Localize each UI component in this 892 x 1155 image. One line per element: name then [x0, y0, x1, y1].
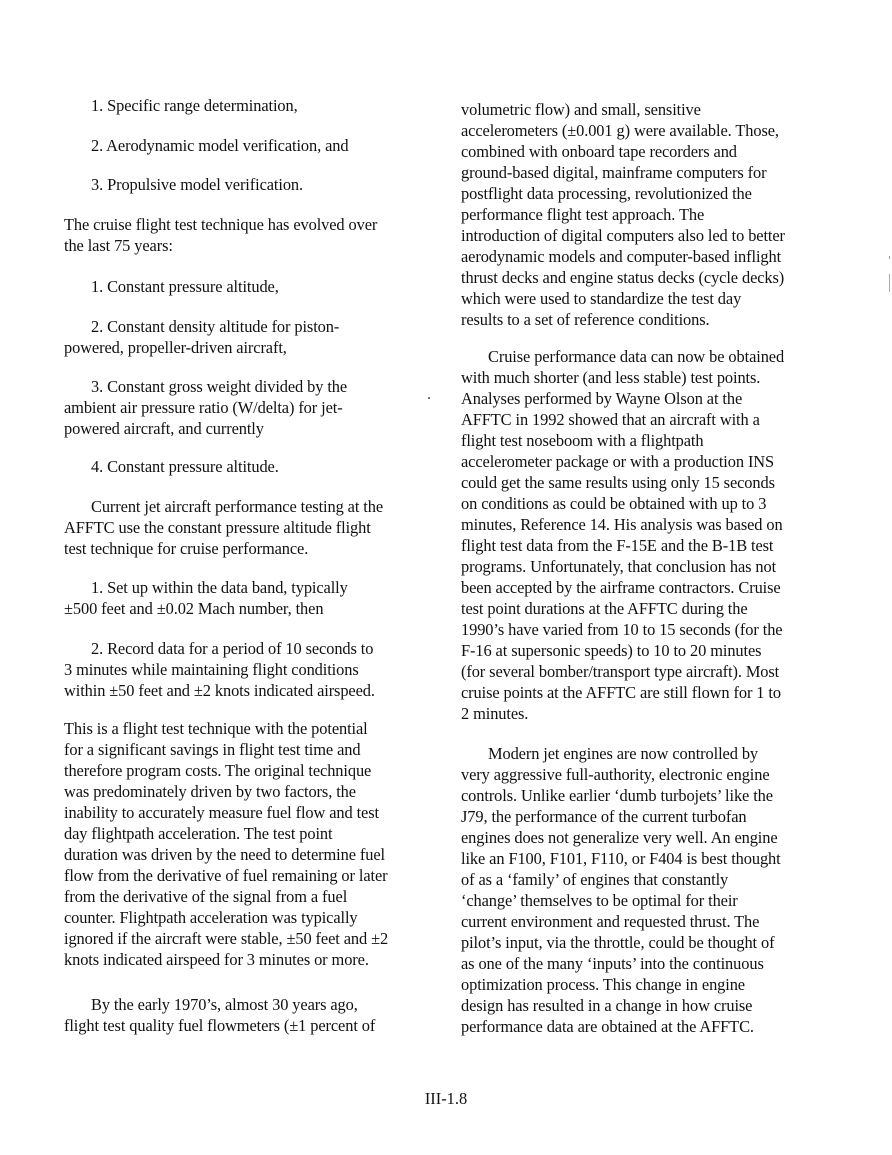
text-line: volumetric flow) and small, sensitive [461, 100, 701, 119]
text-line: Cruise performance data can now be obtained [488, 347, 785, 366]
text-line: flight test data from the F-15E and the B-1B test [461, 536, 774, 555]
text-line: day flightpath acceleration. The test point [64, 824, 333, 843]
page-number: III-1.8 [424, 1089, 468, 1108]
text-line: AFFTC in 1992 showed that an aircraft with a [461, 410, 760, 429]
text-line: cruise points at the AFFTC are still flown for 1 to [461, 683, 781, 702]
text-line: results to a set of reference conditions. [461, 310, 710, 329]
text-line: 2. Record data for a period of 10 seconds to [91, 639, 374, 658]
text-line: minutes, Reference 14. His analysis was based on [461, 515, 783, 534]
text-line: current environment and requested thrust. The [461, 912, 760, 931]
text-line: 1. Constant pressure altitude, [91, 277, 279, 296]
text-line: 2. Aerodynamic model verification, and [91, 136, 349, 155]
text-line: ambient air pressure ratio (W/delta) for jet- [64, 398, 343, 417]
text-line: for a significant savings in flight test time and [64, 740, 361, 759]
text-line: The cruise flight test technique has evolved over [64, 215, 378, 234]
text-line: powered, propeller-driven aircraft, [64, 338, 287, 357]
text-line: of as a ‘family’ of engines that constantly [461, 870, 729, 889]
text-line: 3 minutes while maintaining flight conditions [64, 660, 359, 679]
text-line: which were used to standardize the test day [461, 289, 742, 308]
text-line: 2 minutes. [461, 704, 529, 723]
text-line: inability to accurately measure fuel flow and test [64, 803, 379, 822]
text-line: programs. Unfortunately, that conclusion has not [461, 557, 777, 576]
text-line: introduction of digital computers also led to better [461, 226, 785, 245]
text-line: flight test quality fuel flowmeters (±1 percent of [64, 1016, 376, 1035]
text-line: test point durations at the AFFTC during the [461, 599, 748, 618]
text-line: performance flight test approach. The [461, 205, 705, 224]
text-line: aerodynamic models and computer-based inflight [461, 247, 782, 266]
text-line: flow from the derivative of fuel remaining or later [64, 866, 388, 885]
text-line: optimization process. This change in engine [461, 975, 745, 994]
text-line: with much shorter (and less stable) test points. [461, 368, 761, 387]
text-line: been accepted by the airframe contractors. Cruise [461, 578, 781, 597]
text-line: 2. Constant density altitude for piston- [91, 317, 340, 336]
text-line: performance data are obtained at the AFFTC. [461, 1017, 754, 1036]
text-line: from the derivative of the signal from a fuel [64, 887, 348, 906]
text-line: engines does not generalize very well. An engine [461, 828, 778, 847]
text-line: 4. Constant pressure altitude. [91, 457, 279, 476]
text-line: as one of the many ‘inputs’ into the continuous [461, 954, 764, 973]
scan-speck [428, 397, 430, 399]
text-line: (for several bomber/transport type aircraft). Most [461, 662, 780, 681]
text-line: knots indicated airspeed for 3 minutes or more. [64, 950, 369, 969]
text-line: duration was driven by the need to determine fuel [64, 845, 385, 864]
text-line: flight test noseboom with a flightpath [461, 431, 704, 450]
text-line: thrust decks and engine status decks (cycle decks) [461, 268, 785, 287]
scan-edge-mark [889, 274, 890, 292]
text-line: on conditions as could be obtained with up to 3 [461, 494, 767, 513]
text-line: F-16 at supersonic speeds) to 10 to 20 minutes [461, 641, 762, 660]
text-line: accelerometer package or with a production INS [461, 452, 775, 471]
scan-edge-mark [889, 256, 890, 259]
text-line: counter. Flightpath acceleration was typically [64, 908, 358, 927]
text-line: Analyses performed by Wayne Olson at the [461, 389, 743, 408]
text-line: 3. Propulsive model verification. [91, 175, 304, 194]
text-line: the last 75 years: [64, 236, 173, 255]
text-line: pilot’s input, via the throttle, could be thought of [461, 933, 775, 952]
text-line: ignored if the aircraft were stable, ±50 feet and ±2 [64, 929, 389, 948]
text-line: 3. Constant gross weight divided by the [91, 377, 348, 396]
text-line: therefore program costs. The original technique [64, 761, 372, 780]
text-line: postflight data processing, revolutionized the [461, 184, 752, 203]
text-line: ±500 feet and ±0.02 Mach number, then [64, 599, 324, 618]
text-line: was predominately driven by two factors, the [64, 782, 356, 801]
text-line: Current jet aircraft performance testing at the [91, 497, 384, 516]
text-line: ground-based digital, mainframe computers for [461, 163, 767, 182]
text-line: 1. Specific range determination, [91, 96, 298, 115]
text-line: powered aircraft, and currently [64, 419, 264, 438]
text-line: accelerometers (±0.001 g) were available. Those, [461, 121, 779, 140]
text-line: 1. Set up within the data band, typically [91, 578, 348, 597]
text-line: design has resulted in a change in how cruise [461, 996, 753, 1015]
text-line: 1990’s have varied from 10 to 15 seconds (for the [461, 620, 783, 639]
text-line: could get the same results using only 15 seconds [461, 473, 775, 492]
text-line: combined with onboard tape recorders and [461, 142, 737, 161]
text-line: like an F100, F101, F110, or F404 is best thought [461, 849, 781, 868]
text-line: test technique for cruise performance. [64, 539, 309, 558]
text-line: very aggressive full-authority, electronic engine [461, 765, 770, 784]
text-line: Modern jet engines are now controlled by [488, 744, 759, 763]
text-line: AFFTC use the constant pressure altitude flight [64, 518, 371, 537]
text-line: By the early 1970’s, almost 30 years ago, [91, 995, 358, 1014]
text-line: controls. Unlike earlier ‘dumb turbojets’ like the [461, 786, 773, 805]
text-line: This is a flight test technique with the potential [64, 719, 368, 738]
text-line: ‘change’ themselves to be optimal for their [461, 891, 738, 910]
text-line: J79, the performance of the current turbofan [461, 807, 747, 826]
text-line: within ±50 feet and ±2 knots indicated airspeed. [64, 681, 375, 700]
